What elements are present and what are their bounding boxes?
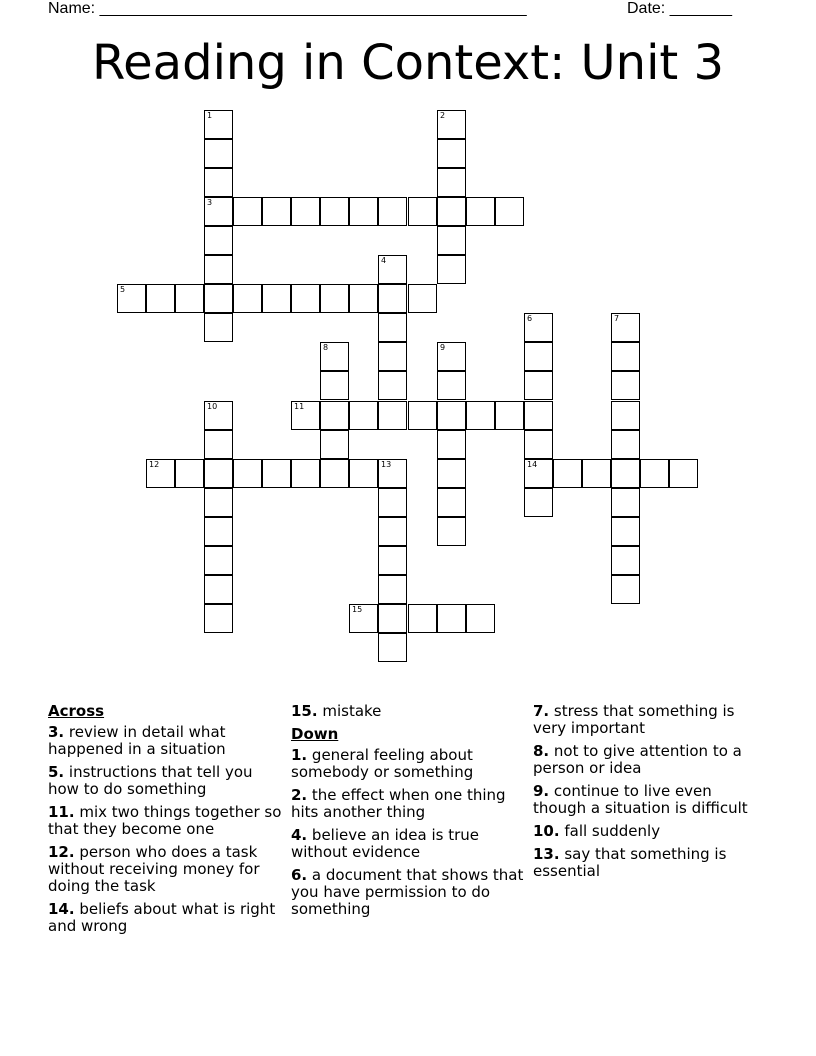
grid-cell[interactable] bbox=[146, 284, 175, 313]
grid-cell[interactable] bbox=[320, 284, 349, 313]
clue-number: 4. bbox=[291, 826, 308, 844]
cell-number: 7 bbox=[614, 314, 620, 323]
grid-cell[interactable] bbox=[611, 575, 640, 604]
grid-cell[interactable] bbox=[408, 284, 437, 313]
grid-cell[interactable] bbox=[408, 197, 437, 226]
grid-cell[interactable] bbox=[349, 604, 378, 633]
cell-number: 4 bbox=[381, 256, 387, 265]
cell-number: 12 bbox=[149, 460, 160, 469]
clue-text: continue to live even though a situation is difficult bbox=[533, 782, 748, 817]
grid-cell[interactable] bbox=[524, 313, 553, 342]
grid-cell[interactable] bbox=[291, 197, 320, 226]
grid-cell[interactable] bbox=[378, 517, 407, 546]
grid-cell[interactable] bbox=[437, 255, 466, 284]
clue-text: say that something is essential bbox=[533, 845, 727, 880]
grid-cell[interactable] bbox=[146, 459, 175, 488]
grid-cell[interactable] bbox=[582, 459, 611, 488]
grid-cell[interactable] bbox=[262, 459, 291, 488]
grid-cell[interactable] bbox=[408, 604, 437, 633]
grid-cell[interactable] bbox=[378, 488, 407, 517]
cell-number: 15 bbox=[352, 605, 363, 614]
clue-column-2 bbox=[291, 703, 527, 924]
clue-text: not to give attention to a person or idea bbox=[533, 742, 742, 777]
grid-cell[interactable] bbox=[175, 284, 204, 313]
header bbox=[48, 0, 748, 20]
grid-cell[interactable] bbox=[437, 342, 466, 371]
clue-down-10 bbox=[533, 823, 769, 840]
grid-cell[interactable] bbox=[437, 110, 466, 139]
clue-down-7 bbox=[533, 703, 769, 737]
grid-cell[interactable] bbox=[320, 401, 349, 430]
grid-cell[interactable] bbox=[378, 255, 407, 284]
grid-cell[interactable] bbox=[611, 401, 640, 430]
grid-cell[interactable] bbox=[495, 197, 524, 226]
grid-cell[interactable] bbox=[524, 371, 553, 400]
cell-number: 3 bbox=[207, 198, 213, 207]
grid-cell[interactable] bbox=[117, 284, 146, 313]
grid-cell[interactable] bbox=[204, 284, 233, 313]
clue-number: 5. bbox=[48, 763, 65, 781]
grid-cell[interactable] bbox=[262, 284, 291, 313]
clue-down-2 bbox=[291, 787, 527, 821]
clue-column-1 bbox=[48, 703, 284, 941]
grid-cell[interactable] bbox=[611, 488, 640, 517]
clue-number: 2. bbox=[291, 786, 308, 804]
clue-text: fall suddenly bbox=[564, 822, 661, 840]
grid-cell[interactable] bbox=[378, 575, 407, 604]
grid-cell[interactable] bbox=[524, 459, 553, 488]
clue-number: 9. bbox=[533, 782, 550, 800]
clue-text: general feeling about somebody or something bbox=[291, 746, 474, 781]
grid-cell[interactable] bbox=[378, 546, 407, 575]
clue-text: mix two things together so that they become one bbox=[48, 803, 282, 838]
grid-cell[interactable] bbox=[320, 371, 349, 400]
clue-text: beliefs about what is right and wrong bbox=[48, 900, 276, 935]
clue-across-12 bbox=[48, 844, 284, 895]
grid-cell[interactable] bbox=[437, 401, 466, 430]
grid-cell[interactable] bbox=[378, 604, 407, 633]
grid-cell[interactable] bbox=[233, 459, 262, 488]
grid-cell[interactable] bbox=[524, 430, 553, 459]
grid-cell[interactable] bbox=[437, 139, 466, 168]
cell-number: 14 bbox=[527, 460, 538, 469]
clue-across-15 bbox=[291, 703, 527, 720]
clue-text: person who does a task without receiving money for doing the task bbox=[48, 843, 260, 895]
clue-down-9 bbox=[533, 783, 769, 817]
clue-number: 8. bbox=[533, 742, 550, 760]
cell-number: 6 bbox=[527, 314, 533, 323]
grid-cell[interactable] bbox=[204, 546, 233, 575]
grid-cell[interactable] bbox=[408, 401, 437, 430]
clue-number: 10. bbox=[533, 822, 560, 840]
grid-cell[interactable] bbox=[611, 459, 640, 488]
clue-number: 7. bbox=[533, 702, 550, 720]
cell-number: 11 bbox=[294, 402, 305, 411]
grid-cell[interactable] bbox=[437, 604, 466, 633]
grid-cell[interactable] bbox=[378, 284, 407, 313]
cell-number: 9 bbox=[440, 343, 446, 352]
grid-cell[interactable] bbox=[204, 139, 233, 168]
grid-cell[interactable] bbox=[378, 459, 407, 488]
clue-down-8 bbox=[533, 743, 769, 777]
grid-cell[interactable] bbox=[204, 604, 233, 633]
grid-cell[interactable] bbox=[611, 546, 640, 575]
down-heading: Down bbox=[291, 725, 339, 743]
grid-cell[interactable] bbox=[437, 488, 466, 517]
grid-cell[interactable] bbox=[378, 313, 407, 342]
grid-cell[interactable] bbox=[291, 459, 320, 488]
grid-cell[interactable] bbox=[437, 430, 466, 459]
grid-cell[interactable] bbox=[320, 430, 349, 459]
clue-down-1 bbox=[291, 747, 527, 781]
grid-cell[interactable] bbox=[466, 604, 495, 633]
grid-cell[interactable] bbox=[611, 430, 640, 459]
grid-cell[interactable] bbox=[437, 168, 466, 197]
clue-text: stress that something is very important bbox=[533, 702, 735, 737]
grid-cell[interactable] bbox=[524, 488, 553, 517]
clue-number: 11. bbox=[48, 803, 75, 821]
clue-number: 6. bbox=[291, 866, 308, 884]
grid-cell[interactable] bbox=[233, 284, 262, 313]
clue-text: believe an idea is true without evidence bbox=[291, 826, 479, 861]
clue-down-13 bbox=[533, 846, 769, 880]
clue-number: 15. bbox=[291, 702, 318, 720]
grid-cell[interactable] bbox=[378, 401, 407, 430]
clue-text: the effect when one thing hits another thing bbox=[291, 786, 506, 821]
grid-cell[interactable] bbox=[204, 226, 233, 255]
grid-cell[interactable] bbox=[204, 575, 233, 604]
grid-cell[interactable] bbox=[262, 197, 291, 226]
page-title: Reading in Context: Unit 3 bbox=[91, 35, 725, 91]
grid-cell[interactable] bbox=[204, 430, 233, 459]
grid-cell[interactable] bbox=[611, 517, 640, 546]
clue-column-3 bbox=[533, 703, 769, 886]
grid-cell[interactable] bbox=[437, 459, 466, 488]
grid-cell[interactable] bbox=[204, 488, 233, 517]
grid-cell[interactable] bbox=[320, 342, 349, 371]
grid-cell[interactable] bbox=[378, 371, 407, 400]
grid-cell[interactable] bbox=[349, 197, 378, 226]
grid-cell[interactable] bbox=[204, 401, 233, 430]
clue-across-5 bbox=[48, 764, 284, 798]
clue-across-11 bbox=[48, 804, 284, 838]
grid-cell[interactable] bbox=[611, 371, 640, 400]
grid-cell[interactable] bbox=[640, 459, 669, 488]
grid-cell[interactable] bbox=[291, 284, 320, 313]
grid-cell[interactable] bbox=[437, 517, 466, 546]
cell-number: 2 bbox=[440, 111, 446, 120]
grid-cell[interactable] bbox=[378, 633, 407, 662]
grid-cell[interactable] bbox=[611, 313, 640, 342]
grid-cell[interactable] bbox=[437, 371, 466, 400]
grid-cell[interactable] bbox=[204, 168, 233, 197]
clue-number: 12. bbox=[48, 843, 75, 861]
clue-across-14 bbox=[48, 901, 284, 935]
cell-number: 5 bbox=[120, 285, 126, 294]
grid-cell[interactable] bbox=[291, 401, 320, 430]
grid-cell[interactable] bbox=[204, 197, 233, 226]
grid-cell[interactable] bbox=[524, 342, 553, 371]
cell-number: 10 bbox=[207, 402, 218, 411]
clue-text: mistake bbox=[322, 702, 382, 720]
cell-number: 13 bbox=[381, 460, 392, 469]
grid-cell[interactable] bbox=[495, 401, 524, 430]
grid-cell[interactable] bbox=[466, 401, 495, 430]
clue-text: a document that shows that you have permission to do something bbox=[291, 866, 524, 918]
grid-cell[interactable] bbox=[204, 459, 233, 488]
date-field[interactable]: Date: _______ bbox=[627, 0, 732, 17]
grid-cell[interactable] bbox=[437, 226, 466, 255]
cell-number: 8 bbox=[323, 343, 329, 352]
grid-cell[interactable] bbox=[669, 459, 698, 488]
grid-cell[interactable] bbox=[466, 197, 495, 226]
grid-cell[interactable] bbox=[204, 517, 233, 546]
grid-cell[interactable] bbox=[320, 197, 349, 226]
grid-cell[interactable] bbox=[349, 401, 378, 430]
grid-cell[interactable] bbox=[349, 284, 378, 313]
clue-number: 13. bbox=[533, 845, 560, 863]
clue-down-4 bbox=[291, 827, 527, 861]
name-field[interactable]: Name: ________________________________________________ bbox=[48, 0, 527, 17]
clue-down-6 bbox=[291, 867, 527, 918]
grid-cell[interactable] bbox=[204, 313, 233, 342]
clue-number: 1. bbox=[291, 746, 308, 764]
grid-cell[interactable] bbox=[175, 459, 204, 488]
grid-cell[interactable] bbox=[437, 197, 466, 226]
grid-cell[interactable] bbox=[233, 197, 262, 226]
grid-cell[interactable] bbox=[378, 197, 407, 226]
grid-cell[interactable] bbox=[378, 342, 407, 371]
grid-cell[interactable] bbox=[553, 459, 582, 488]
clue-text: review in detail what happened in a situation bbox=[48, 723, 226, 758]
grid-cell[interactable] bbox=[349, 459, 378, 488]
clue-text: instructions that tell you how to do something bbox=[48, 763, 253, 798]
grid-cell[interactable] bbox=[611, 342, 640, 371]
across-heading: Across bbox=[48, 702, 105, 720]
grid-cell[interactable] bbox=[320, 459, 349, 488]
grid-cell[interactable] bbox=[204, 110, 233, 139]
clue-across-3 bbox=[48, 724, 284, 758]
clue-number: 14. bbox=[48, 900, 75, 918]
clue-number: 3. bbox=[48, 723, 65, 741]
grid-cell[interactable] bbox=[204, 255, 233, 284]
grid-cell[interactable] bbox=[524, 401, 553, 430]
cell-number: 1 bbox=[207, 111, 213, 120]
